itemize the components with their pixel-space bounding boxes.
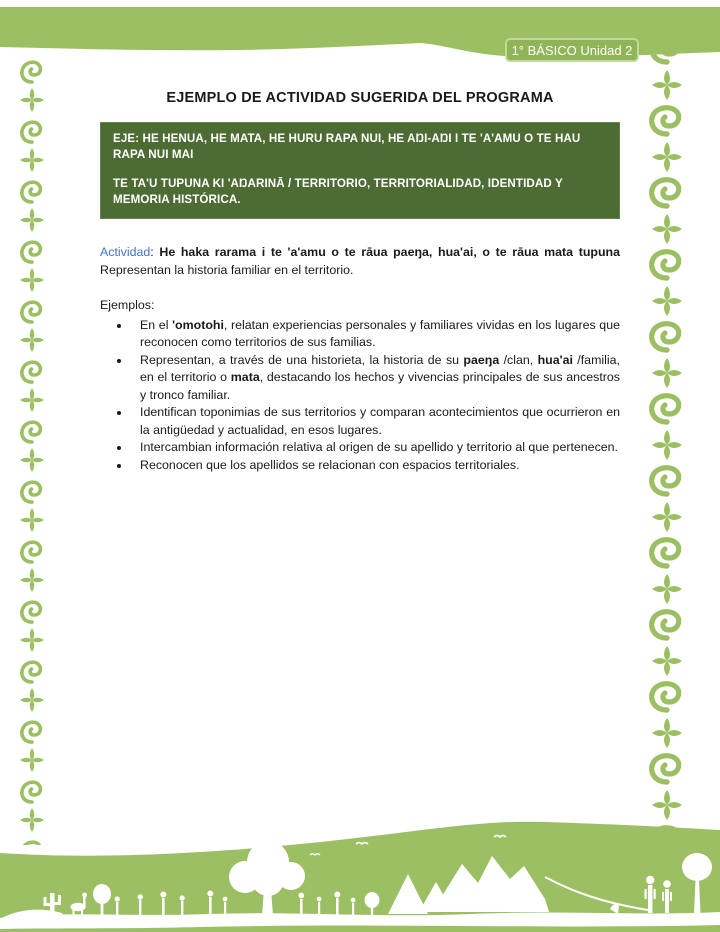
eje-line-1: EJE: HE HENUA, HE MATA, HE HURU RAPA NUI, HE AŊI-AŊI I TE 'A'AMU O TE HAU RAPA NUI MAI [113, 132, 581, 161]
actividad-line1 [100, 244, 620, 262]
landscape-silhouette [0, 817, 720, 932]
document-body [100, 90, 620, 474]
actividad-label: Actividad [100, 245, 151, 259]
eje-line-2: TE TA'U TUPUNA KI 'AŊARINĀ / TERRITORIO, TERRITORIALIDAD, IDENTIDAD Y MEMORIA HISTÓRICA. [113, 177, 563, 206]
page-title: EJEMPLO DE ACTIVIDAD SUGERIDA DEL PROGRAMA [166, 90, 554, 106]
list-item: • Reconocen que los apellidos se relacionan con espacios territoriales. [131, 457, 620, 475]
list-item: • Intercambian información relativa al origen de su apellido y territorio al que pertenecen. [131, 439, 620, 457]
actividad-paragraph [100, 244, 620, 279]
ejemplos-heading: Ejemplos: [100, 298, 155, 312]
koru-pattern-left [17, 55, 47, 845]
eje-box [100, 122, 620, 219]
actividad-descripcion: Representan la historia familiar en el territorio. [100, 262, 354, 277]
list-item: • Representan, a través de una historieta, la historia de su paeŋa /clan, hua'ai /familia, en el territorio o mata, destacando los hechos y vivencias principales de sus ancestros y tronco familiar. [131, 352, 620, 405]
unit-badge: 1° BÁSICO Unidad 2 [505, 38, 639, 62]
list-item: • Identifican toponimias de sus territorios y comparan acontecimientos que ocurrieron en la antigüedad y actualidad, en esos lugares. [131, 404, 620, 439]
list-item: • En el 'omotohi, relatan experiencias personales y familiares vividas en los lugares que reconocen como territorios de sus familias. [131, 317, 620, 352]
ejemplos-list [100, 317, 620, 475]
actividad-separator: : [150, 245, 160, 259]
actividad-rapanui-text: He haka rarama i te 'a'amu o te rāua paeŋa, hua'ai, o te rāua mata tupuna [159, 245, 620, 259]
koru-pattern-right [644, 30, 690, 828]
